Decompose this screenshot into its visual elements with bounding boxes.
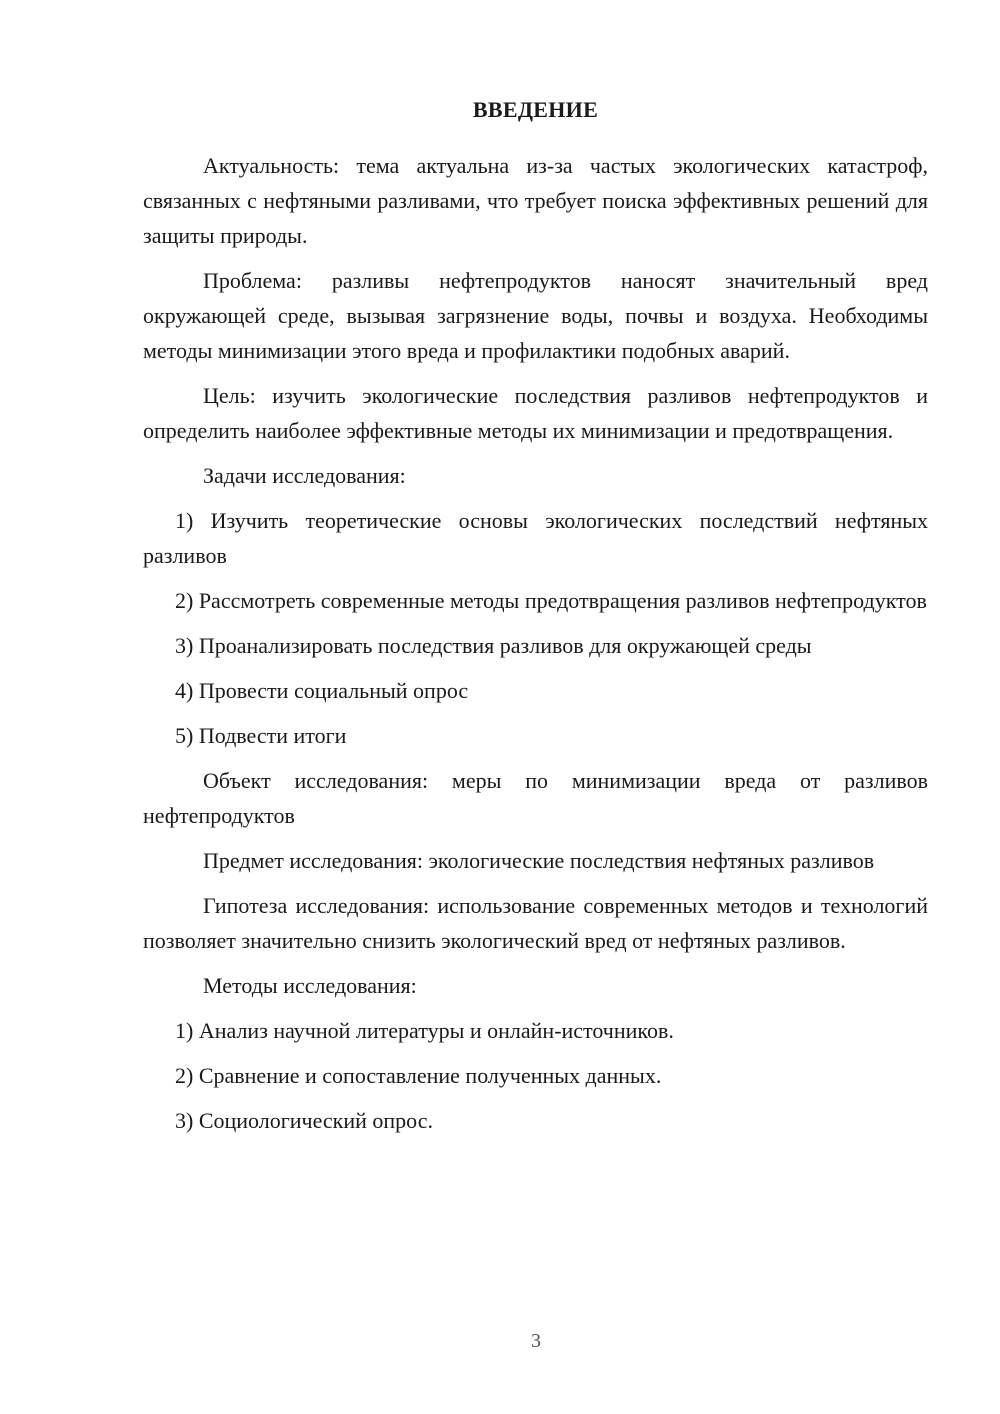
object-paragraph: Объект исследования: меры по минимизации вреда от разливов нефтепродуктов	[143, 768, 928, 828]
method-item-1: 1) Анализ научной литературы и онлайн-источников.	[175, 1018, 674, 1043]
task-item-4: 4) Провести социальный опрос	[175, 678, 469, 703]
task-item-2: 2) Рассмотреть современные методы предотвращения разливов нефтепродуктов	[175, 588, 927, 613]
task-item-1: 1) Изучить теоретические основы экологических последствий нефтяных разливов	[143, 508, 928, 568]
document-page	[143, 92, 928, 1148]
method-item-2: 2) Сравнение и сопоставление полученных данных.	[175, 1063, 662, 1088]
tasks-heading: Задачи исследования:	[203, 463, 406, 488]
methods-heading: Методы исследования:	[203, 973, 417, 998]
subject-paragraph: Предмет исследования: экологические последствия нефтяных разливов	[203, 848, 875, 873]
task-item-3: 3) Проанализировать последствия разливов для окружающей среды	[175, 633, 812, 658]
page-title: ВВЕДЕНИЕ	[472, 97, 599, 122]
problem-paragraph: Проблема: разливы нефтепродуктов наносят значительный вред окружающей среде, вызывая загрязнение воды, почвы и воздуха. Необходимы методы минимизации этого вреда и профилактики подобных аварий.	[143, 268, 928, 363]
hypothesis-paragraph: Гипотеза исследования: использование современных методов и технологий позволяет значительно снизить экологический вред от нефтяных разливов.	[143, 893, 928, 953]
goal-paragraph: Цель: изучить экологические последствия разливов нефтепродуктов и определить наиболее эффективные методы их минимизации и предотвращения.	[143, 383, 928, 443]
relevance-paragraph: Актуальность: тема актуальна из-за частых экологических катастроф, связанных с нефтяными разливами, что требует поиска эффективных решений для защиты природы.	[143, 153, 928, 248]
method-item-3: 3) Социологический опрос.	[175, 1108, 433, 1133]
task-item-5: 5) Подвести итоги	[175, 723, 347, 748]
page-number: 3	[531, 1330, 541, 1352]
